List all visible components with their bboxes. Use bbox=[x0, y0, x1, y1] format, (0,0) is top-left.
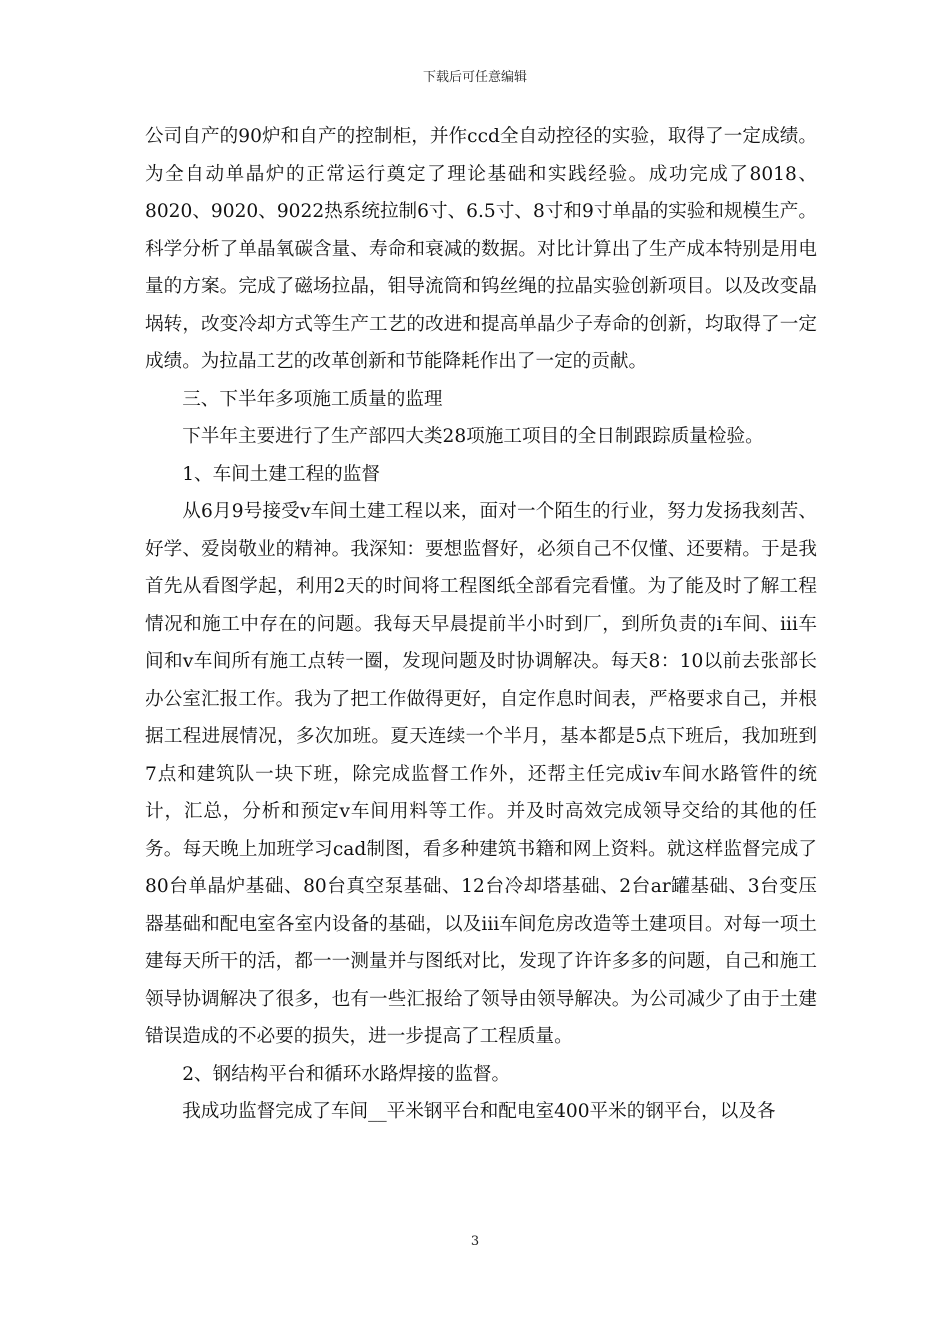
subsection-heading-2: 2、钢结构平台和循环水路焊接的监督。 bbox=[182, 1063, 511, 1085]
page-header: 下载后可任意编辑 bbox=[422, 70, 527, 85]
paragraph-civil-works: 从6月9号接受v车间土建工程以来，面对一个陌生的行业，努力发扬我刻苦、好学、爱岗敬业的精神。我深知：要想监督好，必须自己不仅懂、还要精。于是我首先从看图学起，利用2天的时间将工程图纸全部看完看懂。为了能及时了解工程情况和施工中存在的问题。我每天早晨提前半小时到厂，到所负责的i车间、iii车间和v车间所有施工点转一圈，发现问题及时协调解决。每天8：10以前去张部长办公室汇报工作。我为了把工作做得更好，自定作息时间表，严格要求自己，并根据工程进展情况，多次加班。夏天连续一个半月，基本都是5点下班后，我加班到7点和建筑队一块下班，除完成监督工作外，还帮主任完成iv车间水路管件的统计，汇总，分析和预定v车间用料等工作。并及时高效完成领导交给的其他的任务。每天晚上加班学习cad制图，看多种建筑书籍和网上资料。就这样监督完成了80台单晶炉基础、80台真空泵基础、12台冷却塔基础、2台ar罐基础、3台变压器基础和配电室各室内设备的基础，以及iii车间危房改造等土建项目。对每一项土建每天所干的活，都一一测量并与图纸对比，发现了许许多多的问题，自己和施工领导协调解决了很多，也有一些汇报给了领导由领导解决。为公司减少了由于土建错误造成的不必要的损失，进一步提高了工程质量。 bbox=[145, 501, 817, 1047]
paragraph-summary: 下半年主要进行了生产部四大类28项施工项目的全日制跟踪质量检验。 bbox=[182, 426, 764, 447]
subsection-heading-1: 1、车间土建工程的监督 bbox=[182, 463, 380, 485]
page-number: 3 bbox=[470, 1234, 480, 1249]
paragraph-continuation: 公司自产的90炉和自产的控制柜，并作ccd全自动控径的实验，取得了一定成绩。为全自动单晶炉的正常运行奠定了理论基础和实践经验。成功完成了8018、8020、9020、9022热系统拉制6寸、6.5寸、8寸和9寸单晶的实验和规模生产。科学分析了单晶氧碳含量、寿命和衰减的数据。对比计算出了生产成本特别是用电量的方案。完成了磁场拉晶，钼导流筒和钨丝绳的拉晶实验创新项目。以及改变晶埚转，改变冷却方式等生产工艺的改进和提高单晶少子寿命的创新，均取得了一定成绩。为拉晶工艺的改革创新和节能降耗作出了一定的贡献。 bbox=[145, 126, 817, 372]
paragraph-steel-platform: 我成功监督完成了车间__平米钢平台和配电室400平米的钢平台，以及各 bbox=[182, 1101, 776, 1122]
section-heading-3: 三、下半年多项施工质量的监理 bbox=[182, 388, 443, 410]
document-body bbox=[145, 118, 817, 1131]
